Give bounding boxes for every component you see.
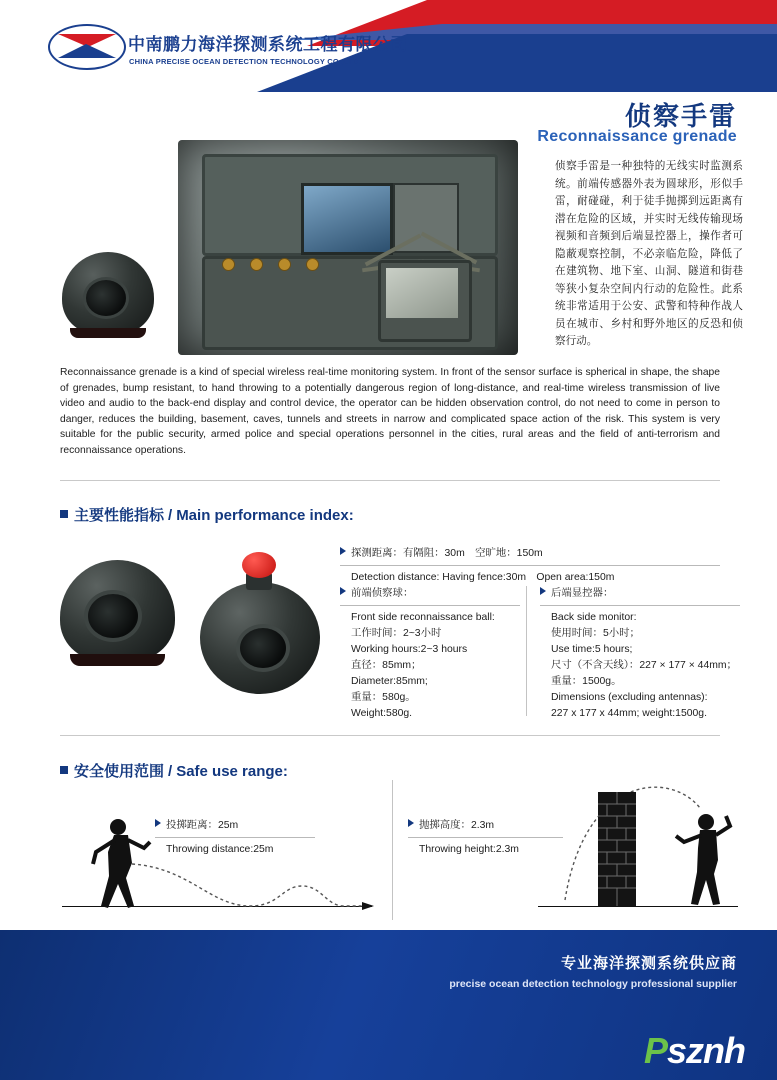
throwing-distance-cn: 投掷距离：25m xyxy=(166,820,239,831)
spec-column-divider xyxy=(526,586,527,716)
spec-back-monitor-title-cn: 后端显控器： xyxy=(551,588,614,599)
throwing-distance-en: Throwing distance:25m xyxy=(166,844,274,855)
camera-lens-icon xyxy=(240,628,286,668)
section-separator: / xyxy=(168,763,173,780)
company-name-cn: 中南鹏力海洋探测系统工程有限公司 xyxy=(128,35,408,54)
company-logo xyxy=(48,24,126,72)
camera-lens-icon xyxy=(88,594,138,638)
spec-back-monitor-line: Dimensions (excluding antennas): xyxy=(551,692,708,703)
case-knob-icon xyxy=(278,258,291,271)
spec-back-monitor-line: 尺寸（不含天线）：227 × 177 × 44mm； xyxy=(551,660,737,671)
case-knob-icon xyxy=(222,258,235,271)
case-knob-icon xyxy=(250,258,263,271)
spec-front-ball-line: 工作时间：2~3小时 xyxy=(351,628,442,639)
brick-wall-pattern xyxy=(598,792,636,906)
spec-back-monitor-title-en: Back side monitor: xyxy=(551,612,637,623)
page-footer xyxy=(0,930,777,1080)
section-title-cn: 安全使用范围 xyxy=(74,763,165,780)
spec-front-ball-line: Working hours:2~3 hours xyxy=(351,644,468,655)
brand-wordmark xyxy=(644,1030,745,1072)
case-knob-icon xyxy=(306,258,319,271)
arrow-marker-icon xyxy=(408,819,414,827)
safe-use-column-divider xyxy=(392,780,393,920)
monitor-screen xyxy=(386,268,458,318)
divider-middle xyxy=(60,735,720,736)
brand-letters-sznh: sznh xyxy=(666,1030,745,1071)
spec-front-ball-line: 重量：580g。 xyxy=(351,692,416,703)
spec-back-monitor-line: 227 x 177 x 44mm; weight:1500g. xyxy=(551,708,707,719)
bullet-square-icon xyxy=(60,510,68,518)
throwing-height-cn: 抛掷高度：2.3m xyxy=(419,820,495,831)
ground-line-right xyxy=(538,906,738,907)
throw-trajectory-dotted-path xyxy=(130,860,375,910)
page-title-en: Reconnaissance grenade xyxy=(537,128,737,145)
brand-letter-p: P xyxy=(643,1030,667,1071)
product-photo-recon-ball-large xyxy=(60,560,175,670)
section-title-en: Safe use range: xyxy=(176,763,288,780)
footer-slogan-en: precise ocean detection technology professional supplier xyxy=(449,978,737,990)
spec-detection-distance-cn: 探测距离：有隔阻：30m 空旷地：150m xyxy=(351,548,543,559)
spec-detection-distance xyxy=(340,546,720,586)
section-heading-main-performance-index xyxy=(60,504,354,525)
spec-back-monitor xyxy=(540,586,740,722)
section-separator: / xyxy=(168,507,173,524)
arrow-marker-icon xyxy=(340,547,346,555)
intro-paragraph-en: Reconnaissance grenade is a kind of special wireless real-time monitoring system. In front of the sensor surface is spherical in shape, the shape of grenades, bump resistant, to hand throwing to a potentially dangerous region of long-distance, and real-time wireless transmission of live video and audio to the back-end display and control device, the operator can be hidden observation control, do not need to come in person to danger, reduces the building, basement, caves, tunnels and streets in narrow and complicated space action of the risk. This system is very suitable for the public security, armed police and special operations personnel in the cities, rural areas and the field of anti-terrorism and reconnaissance operations. xyxy=(60,367,720,456)
page-title-cn: 侦察手雷 xyxy=(624,101,737,131)
section-heading-safe-use-range xyxy=(60,760,288,781)
page-header xyxy=(0,0,777,92)
bullet-square-icon xyxy=(60,766,68,774)
person-throwing-over-wall-figure-icon xyxy=(672,812,742,908)
spec-front-ball xyxy=(340,586,520,722)
spec-front-ball-line: Diameter:85mm; xyxy=(351,676,428,687)
spec-back-monitor-line: Use time:5 hours; xyxy=(551,644,633,655)
arrow-marker-icon xyxy=(340,587,346,595)
spec-detection-distance-en: Detection distance: Having fence:30m Open area:150m xyxy=(351,572,615,583)
product-photo-monitor xyxy=(356,224,488,344)
product-photo-grenade-ball xyxy=(200,552,320,700)
spec-front-ball-line: Weight:580g. xyxy=(351,708,413,719)
spec-front-ball-line: 直径：85mm； xyxy=(351,660,422,671)
section-title-cn: 主要性能指标 xyxy=(74,507,165,524)
spec-front-ball-title-cn: 前端侦察球： xyxy=(351,588,414,599)
spec-back-monitor-line: 使用时间：5小时； xyxy=(551,628,640,639)
safe-use-throwing-distance xyxy=(155,818,345,858)
throwing-height-en: Throwing height:2.3m xyxy=(419,844,519,855)
camera-lens-icon xyxy=(86,280,126,316)
divider-top xyxy=(60,480,720,481)
spec-back-monitor-line: 重量：1500g。 xyxy=(551,676,622,687)
product-photo-recon-ball-small xyxy=(62,252,154,340)
arrow-marker-icon xyxy=(540,587,546,595)
footer-slogan-cn: 专业海洋探测系统供应商 xyxy=(560,955,737,972)
section-title-en: Main performance index: xyxy=(176,507,354,524)
grenade-red-cap-icon xyxy=(242,552,276,578)
ball-base xyxy=(70,328,146,338)
ball-base xyxy=(70,654,165,666)
intro-paragraph-cn: 侦察手雷是一种独特的无线实时监测系统。前端传感器外表为圆球形，形似手雷，耐碰碰，利于徒手抛掷到远距离有潜在危险的区域，并实时无线传输现场视频和音频到后端显控器上，操作者可隐蔽观察控制，不必亲临危险，降低了在建筑物、地下室、山洞、隧道和街巷等狭小复杂空间内行动的危险性。此系统非常适用于公安、武警和特种作战人员在城市、乡村和野外地区的反恐和侦察行动。 xyxy=(555,160,743,347)
company-name-en: CHINA PRECISE OCEAN DETECTION TECHNOLOGY CO.,LTD. xyxy=(129,57,361,66)
spec-front-ball-title-en: Front side reconnaissance ball: xyxy=(351,612,495,623)
